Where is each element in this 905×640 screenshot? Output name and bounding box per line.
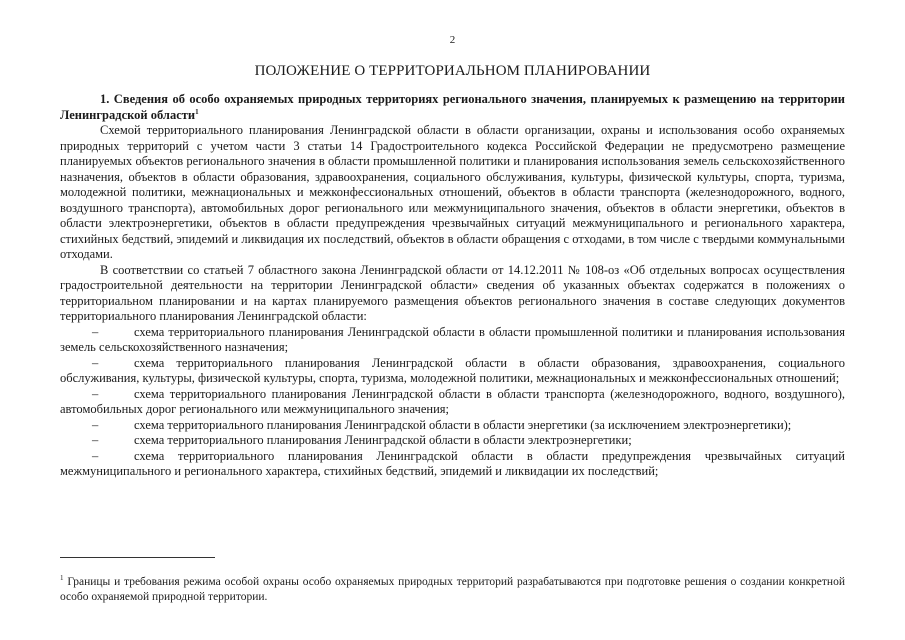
list-dash: –	[92, 433, 99, 447]
footnote-ref: 1	[195, 107, 199, 116]
list-dash: –	[92, 386, 99, 401]
list-item-text: схема территориального планирования Ленинградской области в области образования, здравоохранения, социального обслуживания, культуры, физической культуры, спорта, туризма, молодежной политики, межнациональных и межконфессиональных отношений;	[60, 355, 845, 385]
page-number: 2	[449, 34, 456, 46]
list-item	[60, 418, 845, 434]
list-item	[60, 356, 845, 387]
list-dash: –	[92, 417, 99, 432]
list-item	[60, 325, 845, 356]
list-dash: –	[92, 448, 99, 463]
list-item-text: схема территориального планирования Ленинградской области в области энергетики (за исключением электроэнергетики);	[134, 417, 792, 432]
list-item	[60, 449, 845, 480]
list-dash: –	[92, 355, 99, 370]
footnote-divider	[60, 557, 215, 558]
section-heading	[60, 92, 845, 123]
list-dash: –	[92, 324, 99, 339]
list-item-text: схема территориального планирования Ленинградской области в области предупреждения чрезвычайных ситуаций межмуниципального и регионального характера, стихийных бедствий, эпидемий и ликвидации их последствий;	[60, 448, 845, 478]
document-body	[60, 123, 845, 480]
list-item-text: схема территориального планирования Ленинградской области в области транспорта (железнодорожного, водного, воздушного), автомобильных дорог регионального или межмуниципального значения;	[60, 386, 845, 416]
footnote	[60, 575, 845, 605]
document-title: ПОЛОЖЕНИЕ О ТЕРРИТОРИАЛЬНОМ ПЛАНИРОВАНИИ	[254, 63, 651, 79]
list-item-text: схема территориального планирования Ленинградской области в области электроэнергетики;	[134, 433, 632, 447]
list-item	[60, 433, 845, 449]
paragraph: В соответствии со статьей 7 областного закона Ленинградской области от 14.12.2011 № 108-оз «Об отдельных вопросах осуществления градостроительной деятельности на территории Ленинградской области» сведения об указанных объектах содержатся в положениях о территориальном планировании и на картах планируемого размещения объектов регионального значения в составе следующих документов территориального планирования Ленинградской области:	[60, 262, 845, 323]
footnote-mark: 1	[60, 574, 64, 583]
footnote-text: Границы и требования режима особой охраны особо охраняемых природных территорий разрабатываются при подготовке решения о создании конкретной особо охраняемой природной территории.	[60, 576, 845, 603]
section-heading-text: 1. Сведения об особо охраняемых природных территориях регионального значения, планируемых к размещению на территории Ленинградской области	[60, 92, 845, 122]
list-item-text: схема территориального планирования Ленинградской области в области промышленной политики и планирования использования земель сельскохозяйственного назначения;	[60, 324, 845, 354]
list-item	[60, 387, 845, 418]
paragraph: Схемой территориального планирования Ленинградской области в области организации, охраны и использования особо охраняемых природных территорий с учетом части 3 статьи 14 Градостроительного кодекса Российской Федерации не предусмотрено размещение планируемых объектов регионального значения в области промышленной политики и планирования использования земель сельскохозяйственного назначения, объектов в области образования, здравоохранения, социального обслуживания, культуры, физической культуры, спорта, туризма, молодежной политики, межнациональных и межконфессиональных отношений, объектов в области транспорта (железнодорожного, водного, воздушного транспорта), автомобильных дорог регионального или межмуниципального значения, объектов в области энергетики, объектов в области электроэнергетики, объектов в области предупреждения чрезвычайных ситуаций межмуниципального и регионального характера, стихийных бедствий, эпидемий и ликвидация их последствий, объектов в области обращения с отходами, в том числе с твердыми коммунальными отходами.	[60, 123, 845, 261]
